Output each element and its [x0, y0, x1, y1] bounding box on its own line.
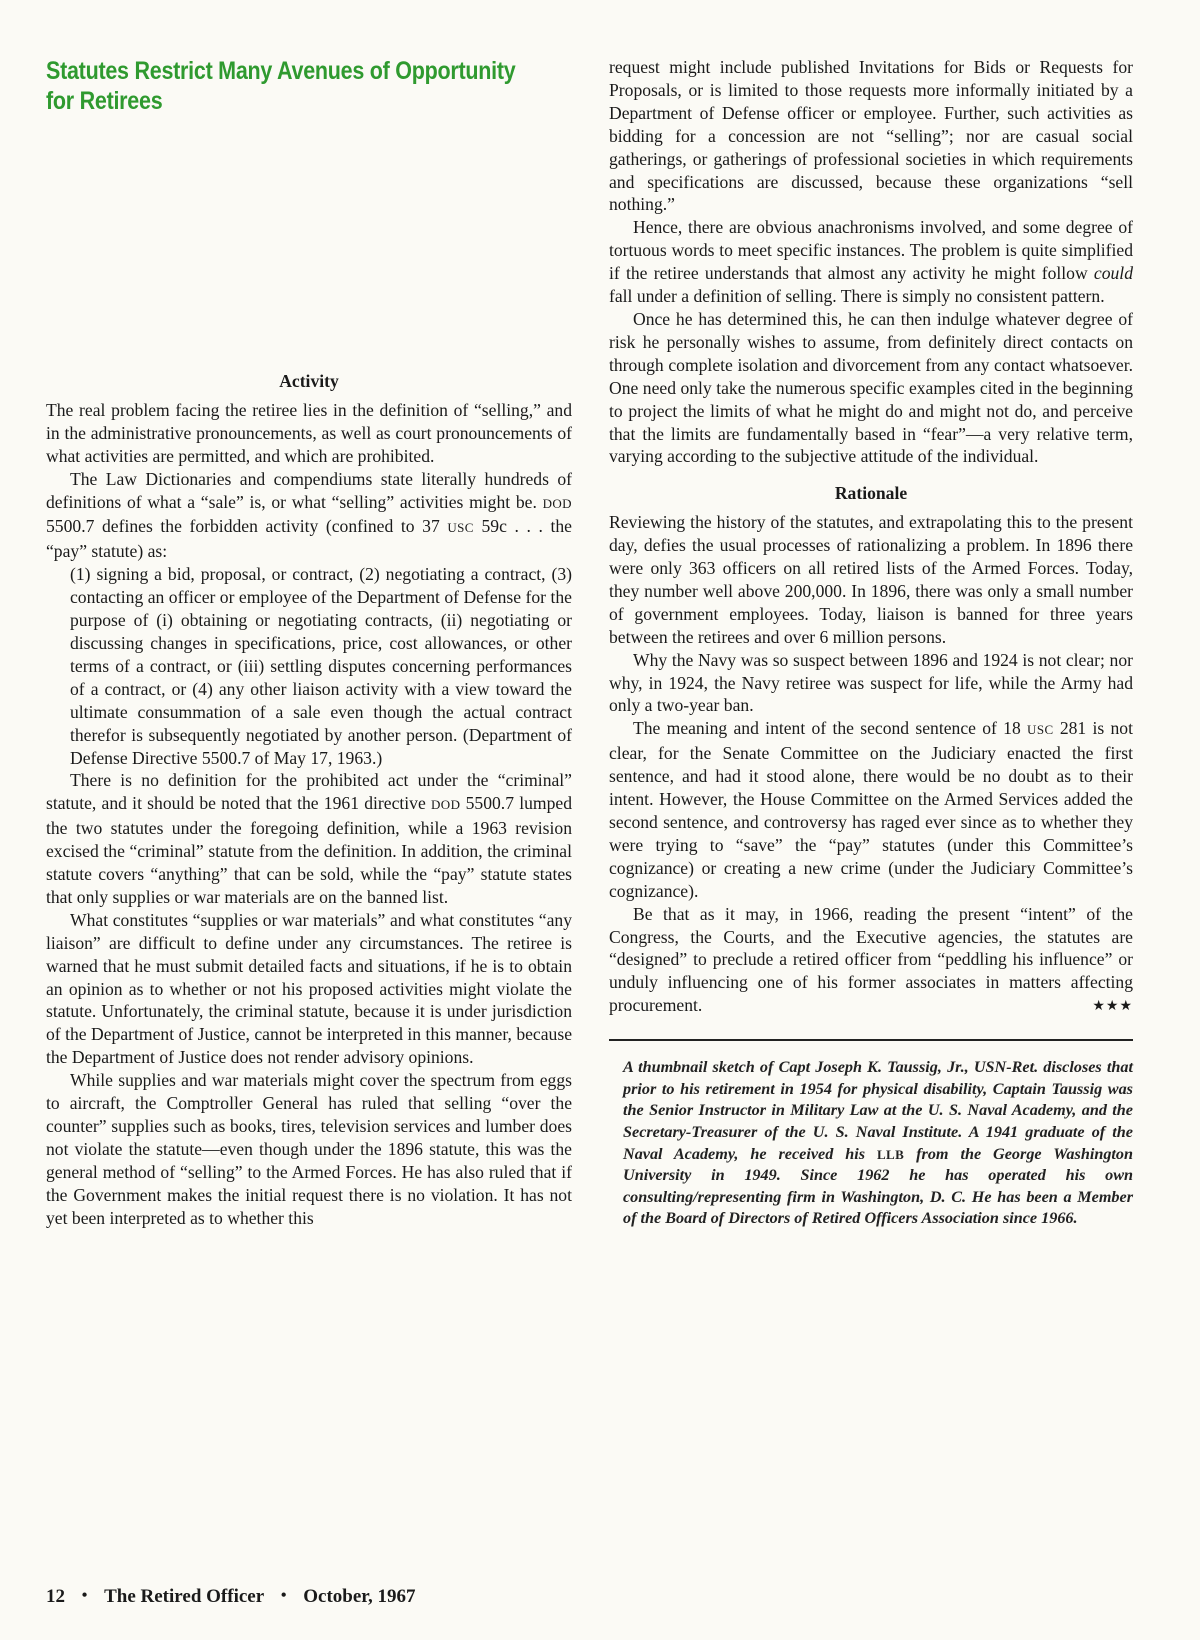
- rationale-paragraph-1: Reviewing the history of the statutes, and extrapolating this to the present day, defies the usual processes of rationalizing a problem. In 1896 there were only 363 officers on all retired lists of the Armed Forces. Today, they number well above 200,000. In 1896, there was only a small number of government employees. Today, liaison is banned for three years between the retirees and over 6 million persons.: [609, 512, 1133, 647]
- left-column: [46, 56, 572, 1230]
- activity-paragraph-2: The Law Dictionaries and compendiums state literally hundreds of definitions of what a “sale” is, or what “selling” activities might be. DOD 5500.7 defines the forbidden activity (confined to 37 USC 59c . . . the “pay” statute) as:: [46, 468, 572, 562]
- article-headline: [46, 56, 528, 116]
- rationale-paragraph-2: Why the Navy was so suspect between 1896 and 1924 is not clear; nor why, in 1924, the Navy retiree was suspect for life, while the Army had only a two-year ban.: [609, 649, 1133, 716]
- bio-divider: [609, 1039, 1133, 1041]
- headline-line-2: for Retirees: [46, 87, 163, 115]
- activity-heading: Activity: [279, 371, 339, 391]
- right-paragraph-3: Once he has determined this, he can then indulge whatever degree of risk he personally wishes to assume, from definitely direct contacts on through complete isolation and divorcement from any contact whatsoever. One need only take the numerous specific examples cited in the beginning to project the limits of what he might do and might not do, and perceive that the limits are fundamentally based in “fear”—a very relative term, varying according to the subjective attitude of the individual.: [609, 308, 1133, 467]
- bullet-icon: •: [280, 1587, 287, 1604]
- selling-definition-list: (1) signing a bid, proposal, or contract, (2) negotiating a contract, (3) contacting an officer or employee of the Department of Defense for the purpose of (i) obtaining or negotiating contracts, (ii) negotiating or discussing changes in specifications, price, cost allowances, or other terms of a contract, or (iii) settling disputes concerning performances of a contract, or (4) any other liaison activity with a view toward the ultimate consummation of a sale even though the actual contract therefor is subsequently negotiated by another person. (Department of Defense Directive 5500.7 of May 17, 1963.): [70, 564, 572, 768]
- emphasis-could: could: [1093, 263, 1133, 284]
- right-paragraph-2: Hence, there are obvious anachronisms involved, and some degree of tortuous words to meet specific instances. The problem is quite simplified if the retiree understands that almost any activity he might follow could fall under a definition of selling. There is simply no consistent pattern.: [609, 217, 1133, 307]
- bullet-icon: •: [81, 1587, 88, 1604]
- dod-abbrev: DOD: [431, 797, 461, 813]
- rationale-paragraph-4: Be that as it may, in 1966, reading the present “intent” of the Congress, the Courts, and the Executive agencies, the statutes are “designed” to preclude a retired officer from “peddling his influence” or unduly influencing one of his former associates in matters affecting procurement. ★★★: [609, 903, 1133, 1018]
- rationale-heading: Rationale: [834, 483, 908, 504]
- headline-spacer: [46, 116, 572, 370]
- page-number: 12: [46, 1586, 65, 1607]
- issue-date: October, 1967: [303, 1586, 416, 1607]
- right-paragraph-1: request might include published Invitations for Bids or Requests for Proposals, or is limited to those requests more informally initiated by a Department of Defense officer or employee. Further, such activities as bidding for a concession are not “selling”; nor are casual social gatherings, or gatherings of professional societies in which requirements and specifications are discussed, because these organizations “sell nothing.”: [609, 57, 1133, 215]
- usc-abbrev: USC: [1027, 722, 1054, 738]
- dod-abbrev: DOD: [542, 495, 572, 511]
- page-footer: [46, 1586, 416, 1608]
- activity-paragraph-4: What constitutes “supplies or war materials” and what constitutes “any liaison” are difficult to define under any circumstances. The retiree is warned that he must submit detailed facts and situations, if he is to obtain an opinion as to whether or not his proposed activities might violate the statute. Unfortunately, the criminal statute, because it is under jurisdiction of the Department of Justice, cannot be interpreted in this manner, because the Department of Justice does not render advisory opinions.: [46, 909, 572, 1068]
- author-bio: A thumbnail sketch of Capt Joseph K. Taussig, Jr., USN-Ret. discloses that prior to his retirement in 1954 for physical disability, Captain Taussig was the Senior Instructor in Military Law at the U. S. Naval Academy, and the Secretary-Treasurer of the U. S. Naval Institute. A 1941 graduate of the Naval Academy, he received his LLB from the George Washington University in 1949. Since 1962 he has operated his own consulting/representing firm in Washington, D. C. He has been a Member of the Board of Directors of Retired Officers Association since 1966.: [623, 1058, 1134, 1228]
- usc-abbrev: USC: [447, 520, 474, 536]
- headline-line-1: Statutes Restrict Many Avenues of Opportunity: [46, 57, 516, 85]
- llb-abbrev: LLB: [876, 1146, 905, 1162]
- activity-paragraph-5: While supplies and war materials might cover the spectrum from eggs to aircraft, the Comptroller General has ruled that selling “over the counter” supplies such as books, tires, television services and lumber does not violate the statute—even though under the 1896 statute, this was the general method of “selling” to the Armed Forces. He has also ruled that if the Government makes the initial request there is no violation. It has not yet been interpreted as to whether this: [46, 1070, 572, 1228]
- activity-paragraph-3: There is no definition for the prohibited act under the “criminal” statute, and it should be noted that the 1961 directive DOD 5500.7 lumped the two statutes under the foregoing definition, while a 1963 revision excised the “criminal” statute from the definition. In addition, the criminal statute covers “anything” that can be sold, while the “pay” statute states that only supplies or war materials are on the banned list.: [46, 770, 572, 907]
- publication-name: The Retired Officer: [104, 1586, 265, 1607]
- rationale-paragraph-3: The meaning and intent of the second sentence of 18 USC 281 is not clear, for the Senate Committee on the Judiciary enacted the first sentence, and had it stood alone, there would be no doubt as to their intent. However, the House Committee on the Armed Services added the second sentence, and controversy has raged ever since as to whether they were trying to “save” the “pay” statutes (under this Committee’s cognizance) or creating a new crime (under the Judiciary Committee’s cognizance).: [609, 718, 1133, 901]
- activity-paragraph-1: The real problem facing the retiree lies in the definition of “selling,” and in the administrative pronouncements, as well as court pronouncements of what activities are permitted, and which are prohibited.: [46, 399, 572, 466]
- end-stars-icon: ★★★: [1092, 999, 1133, 1015]
- right-column: [609, 56, 1133, 1230]
